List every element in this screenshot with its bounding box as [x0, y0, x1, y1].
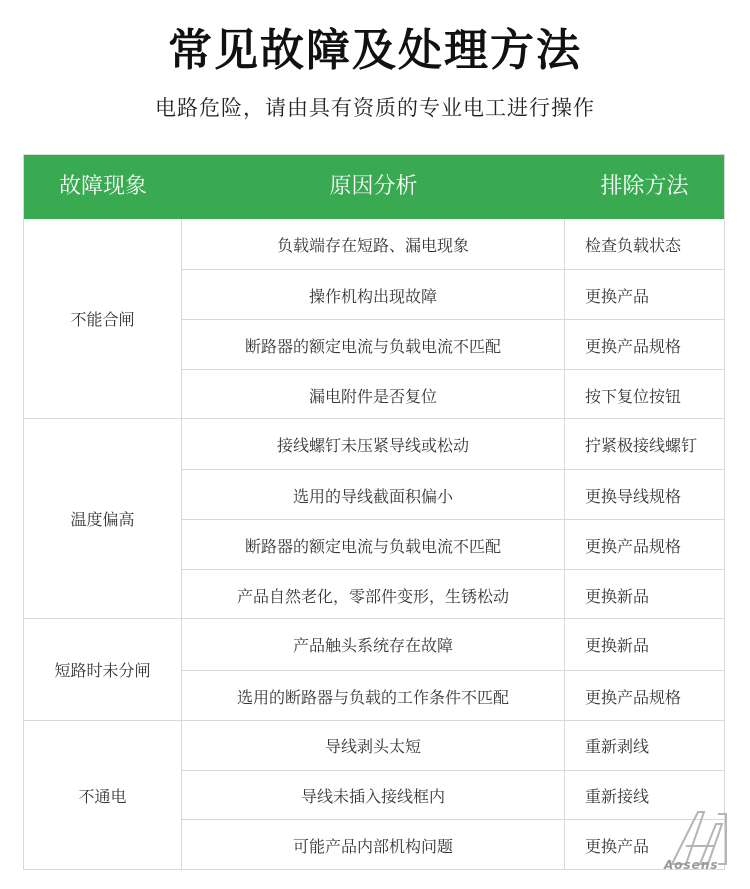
table-row: [182, 269, 724, 320]
page-subtitle: 电路危险，请由具有资质的专业电工进行操作: [155, 96, 595, 120]
table-group: [24, 419, 724, 619]
fix-cell: 更换产品: [585, 836, 650, 856]
cause-cell: 接线螺钉未压紧导线或松动: [182, 419, 565, 469]
cause-cell: 漏电附件是否复位: [182, 370, 565, 420]
fix-cell: 更换新品: [585, 636, 650, 655]
fault-table: [23, 154, 725, 870]
table-row: [182, 219, 724, 269]
cause-cell: 导线剥头太短: [182, 721, 565, 770]
fix-cell: 更换新品: [585, 586, 650, 606]
fix-cell: 重新剥线: [585, 737, 650, 756]
cause-cell: 导线未插入接线框内: [182, 771, 565, 820]
table-row: [182, 469, 724, 520]
table-row: [182, 721, 724, 770]
symptom-cell: 不通电: [24, 721, 182, 869]
cause-cell: 选用的导线截面积偏小: [182, 470, 565, 520]
header-fix: 排除方法: [600, 174, 689, 199]
table-row: [182, 619, 724, 670]
fix-cell: 按下复位按钮: [585, 386, 682, 406]
fix-cell: 拧紧极接线螺钉: [585, 435, 698, 455]
cause-cell: 可能产品内部机构问题: [182, 820, 565, 870]
cause-cell: 负载端存在短路、漏电现象: [182, 219, 565, 269]
table-group: [24, 721, 724, 869]
table-row: [182, 319, 724, 370]
symptom-cell: 温度偏高: [24, 419, 182, 618]
cause-cell: 产品触头系统存在故障: [182, 619, 565, 670]
cause-cell: 操作机构出现故障: [182, 270, 565, 320]
table-header: [24, 155, 724, 219]
table-row: [182, 819, 724, 870]
table-group: [24, 219, 724, 419]
fix-cell: 检查负载状态: [585, 235, 682, 255]
page-title: 常见故障及处理方法: [168, 25, 582, 76]
table-row: [182, 369, 724, 420]
fix-cell: 更换产品规格: [585, 688, 682, 707]
fix-cell: 更换产品规格: [585, 536, 682, 556]
table-row: [182, 519, 724, 570]
table-row: [182, 670, 724, 722]
fix-cell: 更换导线规格: [585, 486, 682, 506]
fix-cell: 重新接线: [585, 787, 650, 806]
table-row: [182, 419, 724, 469]
header-symptom: 故障现象: [58, 174, 147, 199]
symptom-cell: 不能合闸: [24, 219, 182, 418]
cause-cell: 断路器的额定电流与负载电流不匹配: [182, 320, 565, 370]
fix-cell: 更换产品: [585, 286, 650, 306]
cause-cell: 断路器的额定电流与负载电流不匹配: [182, 520, 565, 570]
watermark-text: Aosens: [664, 858, 719, 872]
cause-cell: 产品自然老化，零部件变形，生锈松动: [182, 570, 565, 620]
table-row: [182, 569, 724, 620]
fix-cell: 更换产品规格: [585, 336, 682, 356]
symptom-cell: 短路时未分闸: [24, 619, 182, 720]
header-cause: 原因分析: [329, 174, 418, 199]
table-row: [182, 770, 724, 820]
table-group: [24, 619, 724, 721]
cause-cell: 选用的断路器与负载的工作条件不匹配: [182, 671, 565, 722]
